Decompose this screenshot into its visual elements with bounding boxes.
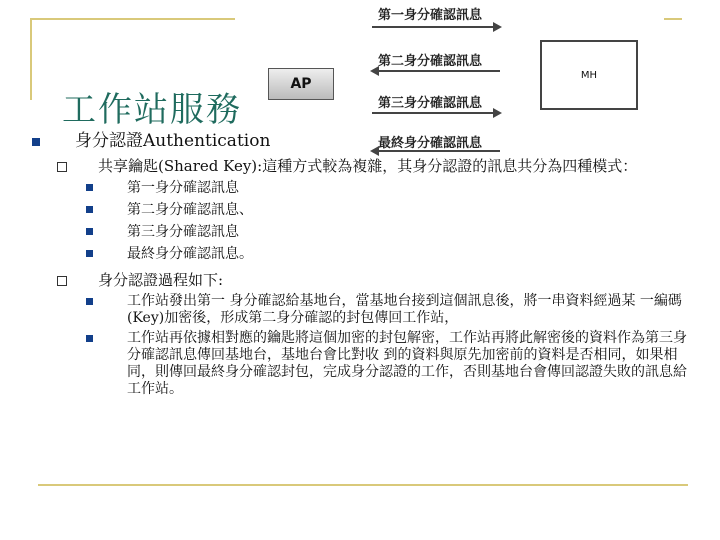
hollow-square-bullet-icon — [57, 276, 67, 286]
square-bullet-icon — [86, 228, 93, 235]
decor-line-right — [664, 18, 682, 20]
diagram-message-4: 最終身分確認訊息 — [378, 136, 483, 151]
step-text: 工作站發出第一 身分確認給基地台，當基地台接到這個訊息後，將一串資料經過某 一編碼(Key)加密後，形成第二身分確認的封包傳回工作站， — [127, 293, 682, 326]
square-bullet-icon — [86, 184, 93, 191]
list-item — [30, 201, 690, 220]
bullet-authentication — [30, 130, 690, 152]
slide-content — [30, 130, 690, 398]
arrow-left-icon — [372, 70, 500, 72]
access-point-box — [268, 68, 334, 100]
mobile-host-box — [540, 40, 638, 110]
diagram-message-3: 第三身分確認訊息 — [378, 96, 483, 111]
decor-line-top — [30, 18, 235, 20]
mode-text: 第三身分確認訊息 — [127, 224, 239, 240]
slide-title: 工作站服務 — [62, 90, 242, 130]
step-text: 工作站再依據相對應的鑰匙將這個加密的封包解密，工作站再將此解密後的資料作為第三身分確認訊息傳回基地台，基地台會比對收 到的資料與原先加密前的資料是否相同，如果相同，則傳回最終身分確認封包，完成身分認證的工作，否則基地台會傳回認證失敗的訊息給工作站。 — [127, 330, 687, 397]
diagram-message-2: 第二身分確認訊息 — [378, 54, 483, 69]
list-item — [30, 330, 690, 398]
mode-text: 最終身分確認訊息。 — [127, 246, 253, 262]
mode-text: 第二身分確認訊息、 — [127, 202, 253, 218]
square-bullet-icon — [86, 335, 93, 342]
mh-label: MH — [580, 69, 598, 81]
decor-line-bottom — [38, 484, 688, 486]
authentication-heading: 身分認證Authentication — [75, 131, 271, 151]
square-bullet-icon — [32, 138, 40, 146]
square-bullet-icon — [86, 206, 93, 213]
bullet-shared-key — [30, 156, 690, 176]
list-item — [30, 223, 690, 242]
square-bullet-icon — [86, 298, 93, 305]
list-item — [30, 179, 690, 198]
arrow-right-icon — [372, 26, 500, 28]
hollow-square-bullet-icon — [57, 162, 67, 172]
bullet-process — [30, 270, 690, 290]
square-bullet-icon — [86, 250, 93, 257]
process-heading: 身分認證過程如下: — [98, 271, 224, 289]
list-item — [30, 293, 690, 327]
decor-line-left — [30, 18, 32, 100]
list-item — [30, 245, 690, 264]
shared-key-text: 共享鑰匙(Shared Key):這種方式較為複雜，其身分認證的訊息共分為四種模式： — [98, 157, 638, 175]
diagram-message-1: 第一身分確認訊息 — [378, 8, 483, 23]
mode-text: 第一身分確認訊息 — [127, 180, 239, 196]
ap-label: AP — [290, 76, 312, 92]
arrow-right-icon — [372, 112, 500, 114]
